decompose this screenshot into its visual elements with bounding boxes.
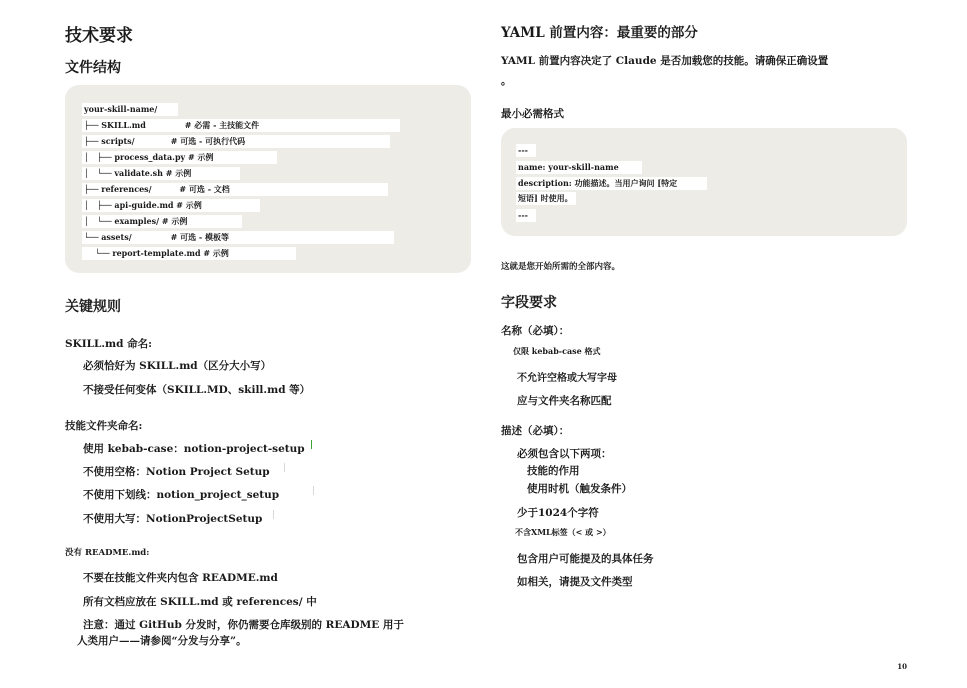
folder-naming-heading: 技能文件夹命名: [65,420,143,432]
section-title: 技术要求 [65,26,133,46]
list-item: 包含用户可能提及的具体任务 [517,553,654,565]
check-mark-icon [311,440,312,449]
name-field-heading: 名称（必填）： [501,325,570,337]
yaml-line: --- [516,144,536,157]
tree-line: └── assets/ # 可选 - 模板等 [82,231,394,244]
tree-line: └── report-template.md # 示例 [82,247,296,260]
cross-mark-icon [273,510,274,519]
yaml-line: name: your-skill-name [516,161,642,174]
tree-line: │ ├── api-guide.md # 示例 [82,199,260,212]
intro-text: YAML 前置内容决定了 Claude 是否加载您的技能。请确保正确设置 [501,55,829,67]
list-item: 如相关，请提及文件类型 [517,576,633,588]
description-field-heading: 描述（必填）： [501,425,570,437]
skill-naming-heading: SKILL.md 命名: [65,338,153,350]
no-readme-heading: 没有 README.md: [65,548,150,558]
list-item: 必须恰好为 SKILL.md（区分大小写） [83,360,272,372]
list-item: 不使用下划线：notion_project_setup [83,489,280,501]
list-item: 不接受任何变体（SKILL.MD、skill.md 等） [83,384,311,396]
list-item: 不允许空格或大写字母 [517,373,617,384]
yaml-codeblock [501,128,907,236]
key-rules-heading: 关键规则 [65,299,121,315]
tree-line: │ └── examples/ # 示例 [82,215,242,228]
list-item: 不使用大写：NotionProjectSetup [83,513,263,525]
all-you-need-text: 这就是您开始所需的全部内容。 [501,262,621,272]
list-item: 使用 kebab-case：notion-project-setup [83,443,305,455]
min-format-heading: 最小必需格式 [501,108,564,120]
yaml-line: 短语] 时使用。 [516,192,576,205]
note-text: 人类用户——请参阅“分发与分享”。 [77,635,247,647]
tree-line: ├── references/ # 可选 - 文档 [82,183,388,196]
yaml-section-title: YAML 前置内容：最重要的部分 [501,25,698,41]
list-item: 所有文档应放在 SKILL.md 或 references/ 中 [83,596,317,608]
field-requirements-heading: 字段要求 [501,295,557,311]
cross-mark-icon [284,463,285,472]
page-number: 10 [897,662,907,671]
tree-line: your-skill-name/ [82,103,178,116]
list-item: 不要在技能文件夹内包含 README.md [83,572,278,584]
sub-list-item: 使用时机（触发条件） [527,483,632,495]
sub-list-item: 技能的作用 [527,465,580,477]
yaml-line: description: 功能描述。当用户询问 [特定 [516,177,707,190]
cross-mark-icon [313,486,314,495]
tree-line: ├── SKILL.md # 必需 - 主技能文件 [82,119,400,132]
list-item: 应与文件夹名称匹配 [517,395,612,407]
list-item: 必须包含以下两项： [517,448,612,460]
file-structure-heading: 文件结构 [65,60,121,76]
list-item: 不使用空格：Notion Project Setup [83,466,270,478]
intro-text: 。 [501,75,512,87]
tree-line: │ └── validate.sh # 示例 [82,167,240,180]
list-item: 少于1024个字符 [517,507,599,519]
list-item: 不含XML标签（< 或 >） [515,527,611,537]
file-tree-codeblock [65,85,471,273]
list-item: 仅限 kebab-case 格式 [513,346,601,356]
note-text: 注意：通过 GitHub 分发时，你仍需要仓库级别的 README 用于 [83,619,404,631]
tree-line: │ ├── process_data.py # 示例 [82,151,277,164]
tree-line: ├── scripts/ # 可选 - 可执行代码 [82,135,390,148]
yaml-line: --- [516,209,536,222]
